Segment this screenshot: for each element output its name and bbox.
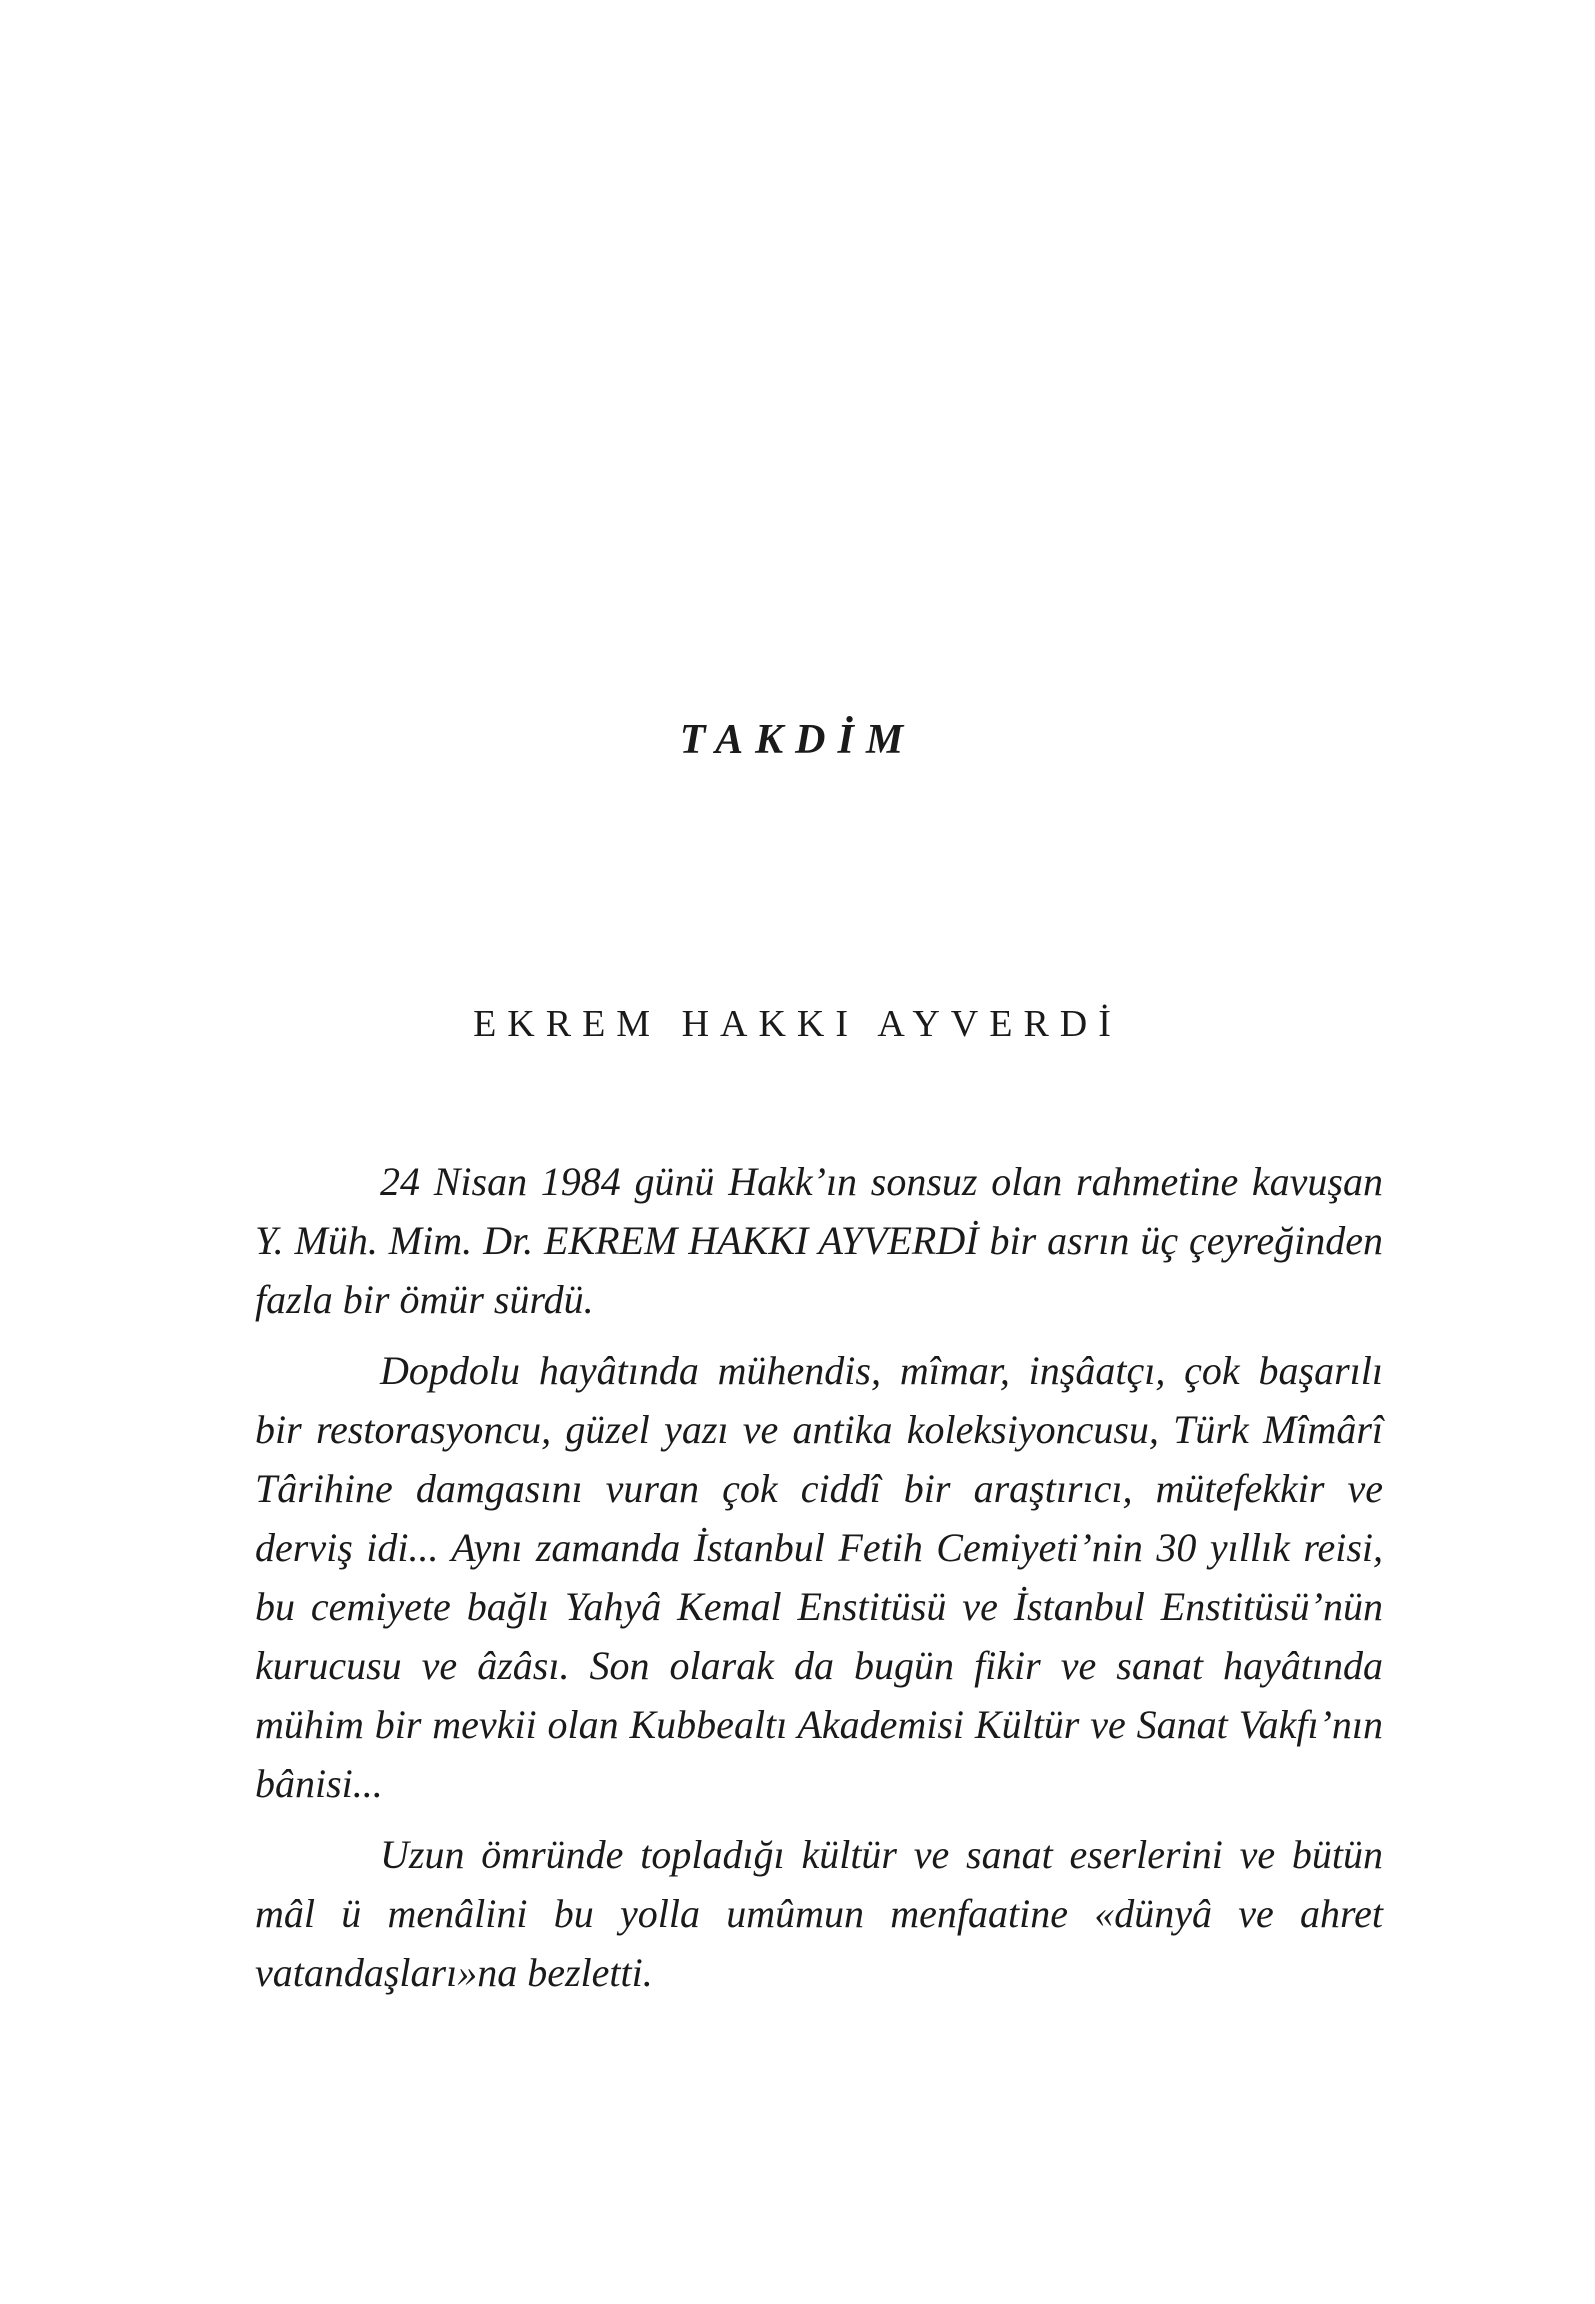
paragraph: Uzun ömründe topladığı kültür ve sanat eserlerini ve bütün mâl ü menâlini bu yolla umûmun menfaatine «dünyâ ve ahret vatandaşları»na bezletti. xyxy=(255,1832,1383,1995)
paragraph: 24 Nisan 1984 günü Hakk’ın sonsuz olan rahmetine kavuşan Y. Müh. Mim. Dr. EKREM HAKKI AYVERDİ bir asrın üç çeyreğinden fazla bir ömür sürdü. xyxy=(255,1159,1383,1322)
article-title: EKREM HAKKI AYVERDİ xyxy=(473,1003,1122,1045)
section-title: TAKDİM xyxy=(679,717,916,763)
body-text xyxy=(255,1152,1383,2014)
paragraph: Dopdolu hayâtında mühendis, mîmar, inşâatçı, çok başarılı bir restorasyoncu, güzel yazı ve antika koleksiyoncusu, Türk Mîmârî Târihine damgasını vuran çok ciddî bir araştırıcı, mütefekkir ve derviş idi... Aynı zamanda İstanbul Fetih Cemiyeti’nin 30 yıllık reisi, bu cemiyete bağlı Yahyâ Kemal Enstitüsü ve İstanbul Enstitüsü’nün kurucusu ve âzâsı. Son olarak da bugün fikir ve sanat hayâtında mühim bir mevkii olan Kubbealtı Akademisi Kültür ve Sanat Vakfı’nın bânisi... xyxy=(255,1348,1383,1806)
